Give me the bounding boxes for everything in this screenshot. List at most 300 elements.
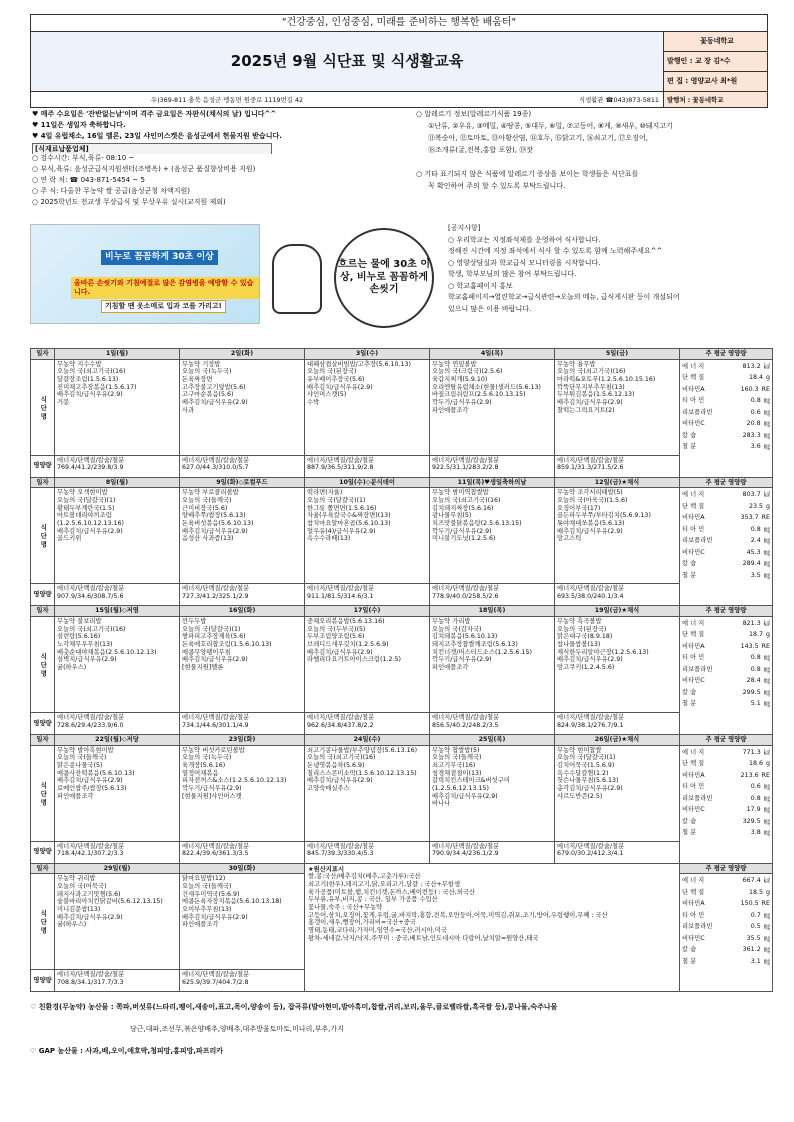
origin-line: 쇠고기(한우),돼지고기,닭,오리고기,달걀 : 국산+무항생 [308, 881, 461, 889]
menu-item: 달걀장조림(1.5.6.13) [57, 376, 119, 384]
nutrient-value: 0.8 [750, 794, 761, 802]
day-header: 8일(월) [55, 477, 180, 488]
nutrition-header: 에너지/단백질/칼슘/철분 [432, 714, 500, 722]
day-header: 24일(수) [305, 735, 430, 746]
nutrient-unit: ㎎ [763, 829, 770, 837]
nutrient-line [682, 944, 770, 956]
allergy-line: ⑱조개류(굴,전복,홍합 포함), ⑲잣 [428, 146, 533, 154]
day-header: 23일(화) [180, 735, 305, 746]
nutrient-value-wrap [749, 503, 770, 511]
avg-nutrition-header: 주 평균 영양량 [680, 477, 773, 488]
avg-nutrition [680, 874, 773, 992]
nutrient-value: 283.3 [742, 431, 761, 439]
day-header: 25일(목) [430, 735, 555, 746]
board-line: ○ 학교홈페이지 홍보 [448, 281, 513, 290]
nutrition-header: 에너지/단백질/칼슘/철분 [307, 585, 375, 593]
board-line: 학교홈페이지→열린학교→급식관련→오늘의 메뉴, 급식게시판 등이 개설되어 [448, 293, 680, 301]
nutrition-label: 영양량 [31, 584, 55, 606]
nutrient-unit: ㎎ [763, 677, 770, 685]
day-menu [305, 359, 430, 455]
menu-item: 김치돼볶음(5.6.10.13) [432, 633, 498, 641]
nutrient-label: 비타민A [682, 900, 705, 908]
day-menu [55, 745, 180, 841]
nutrition-header: 에너지/단백질/칼슘/철분 [57, 585, 125, 593]
nutrient-value-wrap [743, 818, 770, 826]
day-header: 15일(월)◇저염 [55, 606, 180, 617]
nutrient-label: 티 아 민 [682, 911, 705, 919]
menu-item: 돈육애호리찹조림(1.5.6.10.13) [182, 641, 272, 649]
menu-item: 바질크림쉬림프(2.5.6.10.13.15) [432, 391, 526, 399]
nutrient-line [682, 441, 770, 453]
menu-item: 오징어부국(17) [557, 504, 601, 512]
nutrient-unit: ㎎ [763, 934, 770, 942]
nutrient-unit: g [766, 374, 770, 382]
nutrient-unit: ㎉ [763, 362, 770, 370]
menu-item: [현물지원]멜론 [182, 664, 224, 672]
day-menu [55, 617, 180, 713]
avg-nutrition [680, 488, 773, 606]
menu-item: 육개장(5.6.16) [182, 762, 226, 770]
nutrient-value: 0.6 [750, 408, 761, 416]
menu-item: 얼우유(4)/급식우유(2.9) [307, 527, 376, 535]
hand-icon [272, 244, 322, 314]
board-line: [공지사항] [448, 224, 481, 232]
menu-item: 배추김치/급식우유(2.9) [557, 527, 623, 535]
day-menu [180, 874, 305, 970]
nutrition-value: 734.1/44.6/301.1/4.9 [182, 721, 249, 729]
menu-item: 미니불기도넛(1.2.5.6) [432, 535, 496, 543]
nutrient-line [682, 827, 770, 839]
nutrition-value: 822.4/39.6/361.3/3.5 [182, 850, 249, 858]
day-nutrition [55, 841, 180, 863]
menu-item: 오늘의 국(쇠고기국)(16) [307, 754, 376, 762]
nutrient-label: 비타민A [682, 642, 705, 650]
day-header: 9일(화)◇로컬푸드 [180, 477, 305, 488]
nutrient-value-wrap [743, 363, 770, 371]
nutrient-line [682, 933, 770, 945]
day-nutrition [180, 455, 305, 477]
eco-produce-cont: 당근,대파,조선무,볶은양배추,양배추,대추방울토마토,미나리,부추,가지 [130, 1024, 344, 1033]
nutrition-header: 에너지/단백질/칼슘/철분 [182, 971, 250, 979]
menu-item: 한그릇 쫄면면(1.5.6.16) [307, 504, 377, 512]
day-header: 5일(금) [555, 349, 680, 360]
menu-item: 오늘의 국(녹두국) [182, 368, 232, 376]
menu-item: 배추김치/급식우유(2.9) [307, 777, 373, 785]
day-header: 16일(화) [180, 606, 305, 617]
menu-item: 오늘의 국(달걀국)(1) [182, 625, 241, 633]
meal-label: 식 단 명 [31, 874, 55, 970]
day-nutrition [305, 455, 430, 477]
menu-item: 깍두기/급식우유(2.9) [182, 785, 242, 793]
nutrient-value: 0.5 [750, 923, 761, 931]
menu-item: 배추김치/급식우유(2.9) [57, 527, 123, 535]
nutrient-label: 단 백 질 [682, 502, 705, 510]
supplier-line: ○ 부식,육류: 음성군급식지원센터(조병옥) + (음성군 품질향상비용 지원) [32, 165, 256, 173]
menu-item: 오늘의 국(어묵국) [57, 883, 107, 891]
nutrient-label: 비타민C [682, 420, 705, 428]
nutrient-unit: ㎎ [763, 560, 770, 568]
avg-nutrition-header: 주 평균 영양량 [680, 349, 773, 360]
nutrient-unit: g [766, 888, 770, 896]
menu-item: 맑은대구국(8.9.18) [557, 633, 613, 641]
menu-item: 오늘의 국(들깨국) [432, 754, 482, 762]
nutrition-value: 911.1/81.5/314.6/3.1 [307, 593, 374, 601]
nutrient-line [682, 747, 770, 759]
day-nutrition [180, 970, 305, 992]
editor: 편 집 : 영양교사 최*원 [667, 77, 738, 86]
menu-item: 중채오리볶음밥(5.6.13.16) [307, 618, 385, 626]
nutrient-line [682, 687, 770, 699]
nutrient-value-wrap [751, 526, 770, 534]
nutrient-value-wrap [743, 620, 770, 628]
nutrient-value-wrap [749, 889, 770, 897]
menu-item: 망고쿠키(1.2.4.5.6) [557, 664, 615, 672]
nutrition-value: 727.3/41.2/325.1/2.9 [182, 593, 249, 601]
nutrient-line [682, 921, 770, 933]
day-menu [555, 617, 680, 713]
menu-item: 양배추쭈/쌈장(5.6.13) [182, 512, 246, 520]
nutrient-unit: ㎎ [763, 443, 770, 451]
menu-item: 오늘의 국(달걀국)(1) [557, 754, 616, 762]
menu-item: 파인애플조각 [57, 792, 94, 800]
menu-item: 대패삼겹살비빔밥/고추장(5.6.10.13) [307, 360, 411, 368]
nutrient-line [682, 512, 770, 524]
nutrient-unit: ㎎ [763, 817, 770, 825]
menu-item: 배추김치/급식우유(2.9) [182, 656, 248, 664]
eco-produce: ♡ 친환경(무농약) 농산물 : 쪽파,버섯류(느타리,팽이,새송이,표고,목이,양송이 등), 잡곡류(발아현미,발아흑미,찹쌀,귀리,보리,율무,클로렐라쌀,흑곡쌀 등),콩나물,숙주나물 [30, 1002, 558, 1011]
menu-item: 배추김치/급식우유(2.9) [307, 648, 373, 656]
nutrition-header: 에너지/단백질/칼슘/철분 [182, 585, 250, 593]
menu-item: 오늘의 국(들깨국) [182, 497, 232, 505]
menu-item: [현물지원]샤인머스캣 [182, 792, 242, 800]
menu-item: 오리엔탈유럽채소(현물)샐러드(5.6.13) [432, 383, 541, 391]
menu-item: 브레디드새우깃치(1.2.5.6.9) [307, 641, 389, 649]
meal-label: 식 단 명 [31, 745, 55, 841]
nutrient-label: 비타민C [682, 548, 705, 556]
week-nutrition-row [31, 455, 773, 477]
menu-item: 옥수수라떼(13) [307, 535, 351, 543]
nutrient-unit: ㎎ [763, 665, 770, 673]
nutrient-label: 철 분 [682, 571, 697, 579]
origin-line: 꽃나물,숙주 : 국산+무농약 [308, 904, 383, 912]
menu-item: 샤르도반즌(2.5) [557, 792, 603, 800]
menu-item: 깍두기/급식우유(2.9) [432, 656, 492, 664]
nutrient-label: 리보플라빈 [682, 794, 713, 802]
day-header: 29일(월) [55, 863, 180, 874]
avg-nutrition-header: 주 평균 영양량 [680, 863, 773, 874]
board-line: ○ 우리학교는 지정좌석제를 운영하여 식사합니다. [448, 235, 601, 244]
menu-item: 무농약 기장밥 [182, 360, 221, 368]
nutrition-value: 922.5/31.1/283.2/2.8 [432, 464, 499, 472]
nutrition-value: 627.0/44.3/310.0/5.7 [182, 464, 249, 472]
nutrient-label: 칼 슘 [682, 817, 697, 825]
nutrient-label: 칼 슘 [682, 946, 697, 954]
origin-line: ★원산지표시 [308, 865, 345, 873]
nutrient-value: 3.1 [750, 957, 761, 965]
nutrient-unit: ㎉ [763, 748, 770, 756]
day-label: 일자 [31, 735, 55, 746]
menu-item: 오늘의 국(아욱국)(1.5.6) [557, 497, 628, 505]
poster-text: 기침할 땐 옷소매로 입과 코를 가리고! [101, 300, 226, 313]
nutrition-value: 728.6/29.4/233.9/6.0 [57, 721, 124, 729]
menu-item: 치킨너겟/머스터드소스(1.2.5.6.15) [432, 648, 532, 656]
handwash-illustration [264, 224, 444, 332]
menu-item: 무농약 현미찹쌀 [557, 746, 602, 754]
nutrient-line [682, 898, 770, 910]
telephone: 식생활관 ☎043)873-5811 [578, 95, 659, 104]
menu-item: 배추김치/급식우유(2.9) [432, 792, 498, 800]
poster-row [30, 216, 768, 348]
menu-item: 피자전꺼스&소스(1.2.5.6.10.12.13) [182, 777, 287, 785]
origin-line: 고등어,삼치,오징어,꽃게,우렁,굴,바지락,홍합,전복,오만둥이,어묵,미역김,쥐포,조기,방어,우렁쉥이,무째 : 국산 [308, 911, 608, 919]
nutrient-value-wrap [741, 900, 770, 908]
nutrient-value: 143.5 [740, 642, 759, 650]
notice-line: ♥ 11일은 생일자 축하합니다. [32, 121, 126, 129]
nutrient-value: 289.4 [742, 560, 761, 568]
menu-item: 무농약 찹쌀밥(5) [432, 746, 480, 754]
menu-item: 바나나 [432, 800, 451, 808]
nutrient-value-wrap [751, 700, 770, 708]
nutrient-label: 단 백 질 [682, 760, 705, 768]
handwash-message: 흐르는 물에 30초 이상, 비누로 꼼꼼하게 손씻기 [334, 228, 434, 328]
menu-item: 고추장불고기덮밥(5.6) [182, 383, 246, 391]
menu-item: 닭마요덮밥(12) [182, 875, 226, 883]
menu-item: 배춧순대야채볶음(2.5.6.10.12.13) [57, 648, 157, 656]
notice-left [30, 108, 410, 216]
nutrient-label: 비타민A [682, 771, 705, 779]
board-line: ○ 영양상담실과 학교급식 모니터링을 시작합니다. [448, 258, 601, 267]
menu-item: 깐두두밥 [182, 618, 207, 626]
menu-item: 광나물무침(5) [432, 512, 472, 520]
day-nutrition [305, 841, 430, 863]
menu-item: 참치마요알마혼곱(5.6.10.13) [307, 520, 391, 528]
day-header [305, 863, 680, 992]
nutrient-label: 리보플라빈 [682, 923, 713, 931]
supplier-line: ○ 연 락 처: ☎ 043-871-5454 ~ 5 [32, 176, 145, 184]
nutrient-value: 150.5 [740, 900, 759, 908]
nutrient-line [682, 407, 770, 419]
nutrient-label: 철 분 [682, 957, 697, 965]
menu-item: 오늘의 국(달걀국)(1) [307, 497, 366, 505]
nutrition-value: 790.9/34.4/236.1/2.9 [432, 850, 499, 858]
nutrition-header: 에너지/단백질/칼슘/철분 [432, 842, 500, 850]
nutrient-unit: ㎎ [763, 923, 770, 931]
nutrient-value-wrap [743, 877, 770, 885]
nutrient-line [682, 699, 770, 711]
nutrient-value-wrap [747, 420, 770, 428]
menu-item: 무농약 귀리밥 [57, 875, 96, 883]
nutrient-unit: g [766, 502, 770, 510]
day-menu [305, 745, 430, 841]
menu-item: 마라떡&포토푸(1.2.5.6.10.15.16) [557, 376, 656, 384]
nutrition-header: 에너지/단백질/칼슘/철분 [182, 714, 250, 722]
day-nutrition [555, 841, 680, 863]
origin-line: 왕차-세네갈,낙지/낙지,주꾸미 : 중국,베트남,인도네시아 다랑어,날치알=원양산,태국 [308, 934, 539, 942]
nutrient-line [682, 618, 770, 630]
day-nutrition [55, 455, 180, 477]
nutrient-unit: ㎎ [763, 806, 770, 814]
nutrient-label: 철 분 [682, 829, 697, 837]
nutrient-line [682, 361, 770, 373]
menu-item: 깍두기/급식우유(2.9) [432, 399, 492, 407]
day-menu [305, 488, 430, 584]
menu-item: 청경채곁절이(13) [432, 769, 482, 777]
allergy-line: ①난류, ②우유, ③메밀, ④땅콩, ⑤대두, ⑥밀, ⑦고등어, ⑧게, ⑨새우, ⑩돼지고기 [428, 122, 673, 130]
nutrient-label: 비타민C [682, 806, 705, 814]
nutrient-unit: ㎎ [763, 688, 770, 696]
nutrient-unit: ㎎ [763, 525, 770, 533]
notice-line: ♥ 4일 유럽채소, 16일 멜론, 23일 샤인머스켓은 음성군에서 현물지원 받습니다. [32, 132, 282, 140]
nutrient-line [682, 501, 770, 513]
nutrient-value-wrap [749, 760, 770, 768]
day-header: 19일(금)★채식 [555, 606, 680, 617]
nutrition-value: 778.9/40.0/258.5/2.6 [432, 593, 499, 601]
menu-item: 쇠고기무국(16) [432, 762, 476, 770]
nutrient-line [682, 804, 770, 816]
nutrient-line [682, 641, 770, 653]
board-line: 정해진 시간에 지정 좌석에서 식사 할 수 있도록 함께 노력해주세요^^ [448, 247, 663, 255]
nutrient-label: 에 너 지 [682, 748, 705, 756]
menu-item: 배추김치/급식우유(2.9) [182, 527, 248, 535]
day-label: 일자 [31, 863, 55, 874]
title-row [30, 32, 768, 92]
allergy-line: ○ 기타 표기되지 않은 식품에 알레르기 증상을 보이는 학생들은 식단표를 [416, 170, 639, 178]
menu-item: 무농약 연잎볼밥 [432, 360, 477, 368]
nutrition-value: 625.9/39.7/404.7/2.8 [182, 979, 249, 987]
day-menu [555, 745, 680, 841]
menu-item: 돈육버섯볶음(5.6.10.13) [182, 520, 254, 528]
nutrient-value-wrap [751, 409, 770, 417]
nutrient-unit: ㎎ [763, 654, 770, 662]
publisher: 발행처 : 꽃동네학교 [663, 92, 767, 107]
nutrient-line [682, 793, 770, 805]
day-nutrition [430, 584, 555, 606]
menu-item: 돈냉엿볶음차(5.6.9) [307, 762, 365, 770]
menu-item: 무농약 흑곡볼밥 [557, 618, 602, 626]
nutrient-label: 비타민C [682, 934, 705, 942]
menu-item: 매콤사잔떡볶음(5.6.10.13) [57, 769, 135, 777]
nutrient-line [682, 558, 770, 570]
nutrient-value: 361.2 [742, 946, 761, 954]
menu-item: 샤인머스캣(5) [307, 391, 347, 399]
menu-item: 두부조림양조림(5.6) [307, 633, 365, 641]
nutrient-unit: ㎎ [763, 397, 770, 405]
nutrition-header: 에너지/단백질/칼슘/철분 [57, 714, 125, 722]
nutrition-header: 에너지/단백질/칼슘/철분 [57, 971, 125, 979]
nutrient-line [682, 910, 770, 922]
nutrient-value: 18.6 [748, 760, 763, 768]
day-header: 12일(금)★채식 [555, 477, 680, 488]
menu-item: 파인애플조각 [182, 921, 219, 929]
day-menu [55, 488, 180, 584]
menu-item: 찰떡는그릭요거트(2) [557, 406, 615, 414]
day-nutrition [180, 841, 305, 863]
menu-item: 칠리스스콘미소막(1.5.6.10.12.13.15) [307, 769, 417, 777]
menu-item: 무농약 불보리밥 [57, 618, 102, 626]
nutrient-value: 813.2 [742, 362, 761, 370]
day-nutrition [305, 713, 430, 735]
day-nutrition [555, 455, 680, 477]
handwash-poster [30, 224, 260, 324]
nutrient-line [682, 664, 770, 676]
nutrient-value-wrap [751, 829, 770, 837]
day-header: 30일(화) [180, 863, 305, 874]
board-line: 학생, 학부모님의 많은 참여 부탁드립니다. [448, 270, 577, 278]
menu-item: 노각채무우무침(13) [57, 641, 113, 649]
menu-item: 배추김치/급식우유(2.9) [182, 913, 248, 921]
nutrient-line [682, 676, 770, 688]
nutrient-line [682, 489, 770, 501]
menu-item: 골드키위 [57, 535, 82, 543]
nutrient-label: 비타민C [682, 677, 705, 685]
nutrient-value: 667.4 [742, 877, 761, 885]
menu-item: 오늘의 국(들깨국) [182, 883, 232, 891]
nutrient-value-wrap [751, 958, 770, 966]
week-nutrition-row [31, 713, 773, 735]
menu-item: 건새우미역국(5.6.9) [182, 890, 240, 898]
menu-item: 깍두기/급식우유(2.9) [432, 527, 492, 535]
menu-item: 미니김문쌈(13) [57, 906, 101, 914]
nutrition-label: 영양량 [31, 841, 55, 863]
nutrient-unit: ㎎ [763, 957, 770, 965]
menu-item: 무농약 율무밥 [557, 360, 596, 368]
nutrient-unit: ㎎ [763, 537, 770, 545]
nutrient-label: 티 아 민 [682, 397, 705, 405]
menu-item: 헛슨나물무침(5.6.13) [557, 777, 619, 785]
menu-item: 열정어채볶음 [182, 769, 219, 777]
avg-nutrition [680, 745, 773, 863]
menu-item: 로메인쌈주/쌈장(5.6.13) [57, 785, 127, 793]
menu-item: 맑은콩나물국(5) [57, 762, 103, 770]
menu-item: 돼지고추장찹쌀깨조림(5.6.13) [432, 641, 518, 649]
day-menu [430, 488, 555, 584]
nutrient-line [682, 887, 770, 899]
nutrient-unit: ㎎ [763, 408, 770, 416]
nutrient-value-wrap [743, 432, 770, 440]
menu-item: 무농약 오색현미밥 [57, 489, 108, 497]
nutrient-value-wrap [751, 666, 770, 674]
nutrient-unit: RE [761, 642, 770, 650]
nutrient-line [682, 816, 770, 828]
nutrition-value: 769.4/41.2/239.8/3.9 [57, 464, 124, 472]
menu-item: 배추김치/급식우유(2.9) [182, 399, 248, 407]
menu-item: 떡라면(자율) [307, 489, 343, 497]
nutrient-label: 리보플라빈 [682, 665, 713, 673]
nutrient-value-wrap [749, 374, 770, 382]
menu-item: 숯불바리아치킨닭갈비(5.6.12.13.15) [57, 898, 163, 906]
nutrient-unit: RE [761, 900, 770, 908]
menu-item: 황태두부계란국(1.5) [57, 504, 115, 512]
nutrition-header: 에너지/단백질/칼슘/철분 [557, 714, 625, 722]
menu-item: 파인애플조각 [432, 664, 469, 672]
nutrient-value: 0.6 [750, 783, 761, 791]
day-menu [555, 488, 680, 584]
nutrient-value-wrap [751, 572, 770, 580]
menu-item: 두부튀김볶음(1.5.6.12.13) [557, 391, 635, 399]
nutrient-label: 철 분 [682, 700, 697, 708]
nutrient-value-wrap [743, 560, 770, 568]
nutrient-line [682, 535, 770, 547]
menu-item: 유부배이추장국(5.6) [307, 376, 365, 384]
supplier-line: ○ 검수시간: 부식,육류- 08:10 ~ [32, 154, 135, 162]
nutrition-value: 887.9/36.5/311.9/2.8 [307, 464, 374, 472]
origin-line: 홍갱이,새우,뻥장어,가리비=국산+중국 [308, 919, 416, 927]
nutrient-value-wrap [751, 923, 770, 931]
nutrient-value: 353.7 [740, 514, 759, 522]
menu-item: 오늘의 국(쇠고기국)(16) [432, 497, 501, 505]
nutrient-value-wrap [751, 795, 770, 803]
day-menu [180, 617, 305, 713]
